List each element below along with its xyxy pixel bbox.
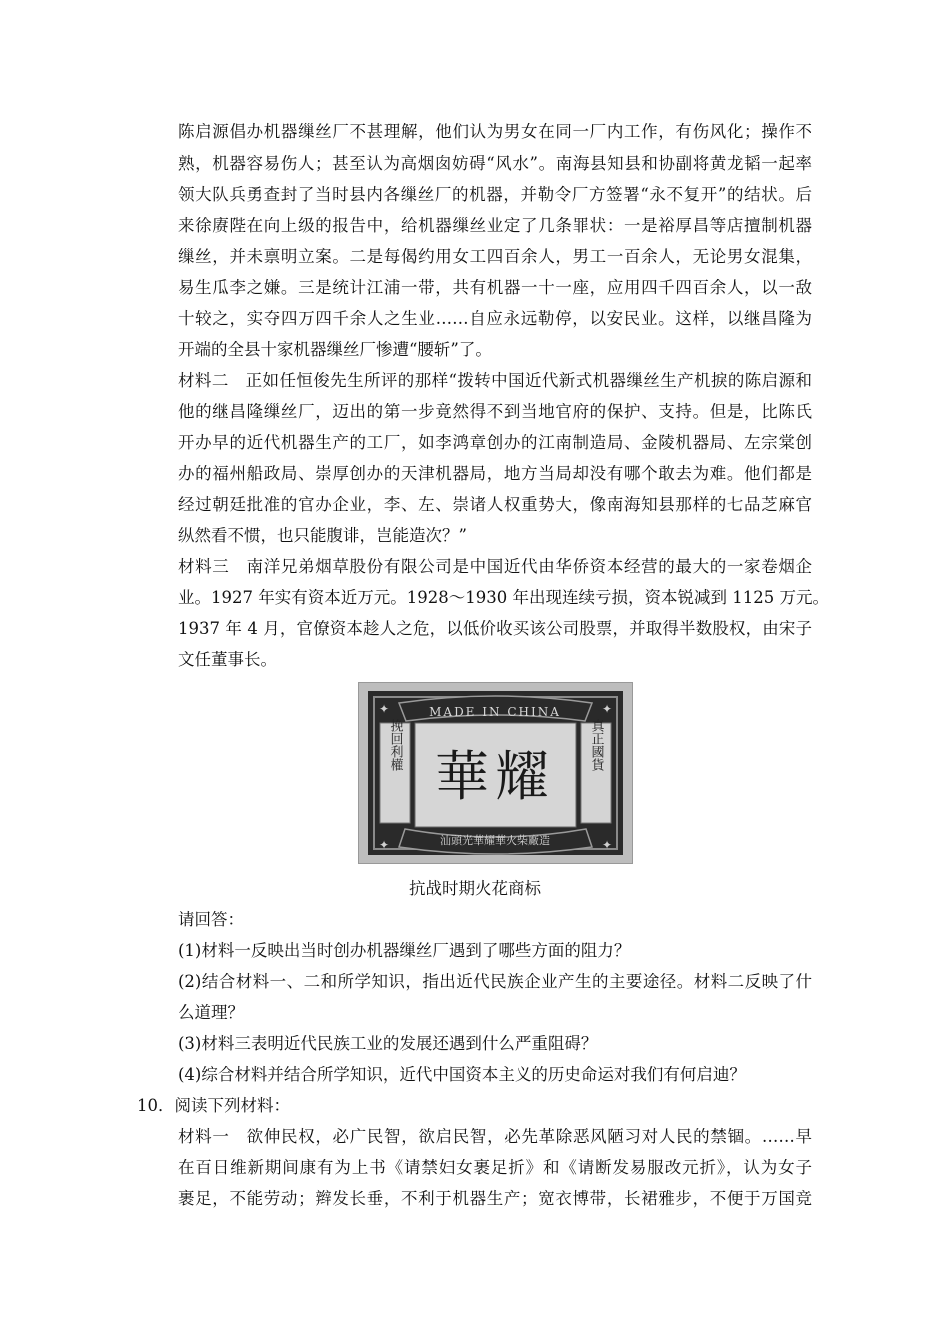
text-line: 1937 年 4 月，官僚资本趁人之危，以低价收买该公司股票，并取得半数股权，由宋子 (178, 619, 812, 638)
text-line: 十较之，实夺四万四千余人之生业……自应永远勒停，以安民业。这样，以继昌隆为 (178, 309, 812, 328)
text-line: 材料三 南洋兄弟烟草股份有限公司是中国近代由华侨资本经营的最大的一家卷烟企 (178, 557, 812, 576)
matchbox-label-graphic (359, 683, 632, 863)
matchbox-label-image (358, 682, 633, 864)
text-line: 缫丝，并未禀明立案。二是每偈约用女工四百余人，男工一百余人，无论男女混集， (178, 247, 812, 266)
text-line: 他的继昌隆缫丝厂，迈出的第一步竟然得不到当地官府的保护、支持。但是，比陈氏 (178, 402, 812, 421)
text-line: 开端的全县十家机器缫丝厂惨遭“腰斩”了。 (178, 340, 492, 359)
text-line: 材料一 欲伸民权，必广民智，欲启民智，必先革除恶风陋习对人民的禁锢。……早 (178, 1127, 812, 1146)
question-item: (4)综合材料并结合所学知识，近代中国资本主义的历史命运对我们有何启迪？ (178, 1065, 746, 1084)
text-line: 材料二 正如任恒俊先生所评的那样“拨转中国近代新式机器缫丝生产机捩的陈启源和 (178, 371, 812, 390)
text-line: 办的福州船政局、崇厚创办的天津机器局，地方当局却没有哪个敢去为难。他们都是 (178, 464, 812, 483)
text-line: 开办早的近代机器生产的工厂，如李鸿章创办的江南制造局、金陵机器局、左宗棠创 (178, 433, 812, 452)
text-line: 文任董事长。 (178, 650, 277, 669)
question-10-heading: 10．阅读下列材料： (137, 1096, 290, 1115)
question-item: (2)结合材料一、二和所学知识，指出近代民族企业产生的主要途径。材料二反映了什 (178, 972, 812, 991)
question-item: (3)材料三表明近代民族工业的发展还遇到什么严重阻碍？ (178, 1034, 598, 1053)
text-line: 裹足，不能劳动；辫发长垂，不利于机器生产；宽衣博带，长裙雅步，不便于万国竞 (178, 1189, 812, 1208)
text-line: 纵然看不惯，也只能腹诽，岂能造次？” (178, 526, 467, 545)
text-line: 熟，机器容易伤人；甚至认为高烟囱妨碍“风水”。南海县知县和协副将黄龙韬一起率 (178, 154, 812, 173)
svg-text:✦: ✦ (602, 838, 613, 852)
label-left-text: 挽回利權 (387, 719, 403, 771)
svg-text:✦: ✦ (379, 838, 390, 852)
text-line: 陈启源倡办机器缫丝厂不甚理解，他们认为男女在同一厂内工作，有伤风化；操作不 (178, 122, 812, 141)
questions-intro: 请回答： (178, 910, 244, 929)
figure-caption: 抗战时期火花商标 (409, 879, 541, 898)
svg-text:✦: ✦ (602, 702, 613, 716)
label-main-text: 華耀 (435, 745, 555, 808)
question-item: 么道理？ (178, 1003, 244, 1022)
svg-text:✦: ✦ (379, 702, 390, 716)
label-bottom-text: 汕頭光華耀華火柴廠造 (440, 834, 550, 847)
label-right-text: 真正國貨 (588, 719, 604, 771)
text-line: 领大队兵勇查封了当时县内各缫丝厂的机器，并勒令厂方签署“永不复开”的结状。后 (178, 185, 812, 204)
text-line: 易生瓜李之嫌。三是统计江浦一带，共有机器一十一座，应用四千四百余人，以一敌 (178, 278, 812, 297)
label-top-text: MADE IN CHINA (429, 705, 561, 719)
text-line: 业。1927 年实有资本近万元。1928～1930 年出现连续亏损，资本锐减到 1125 万元。 (178, 588, 829, 607)
question-item: (1)材料一反映出当时创办机器缫丝厂遇到了哪些方面的阻力？ (178, 941, 631, 960)
text-line: 经过朝廷批准的官办企业，李、左、崇诸人权重势大，像南海知县那样的七品芝麻官 (178, 495, 812, 514)
text-line: 在百日维新期间康有为上书《请禁妇女裹足折》和《请断发易服改元折》，认为女子 (178, 1158, 812, 1177)
text-line: 来徐赓陛在向上级的报告中，给机器缫丝业定了几条罪状：一是裕厚昌等店擅制机器 (178, 216, 812, 235)
